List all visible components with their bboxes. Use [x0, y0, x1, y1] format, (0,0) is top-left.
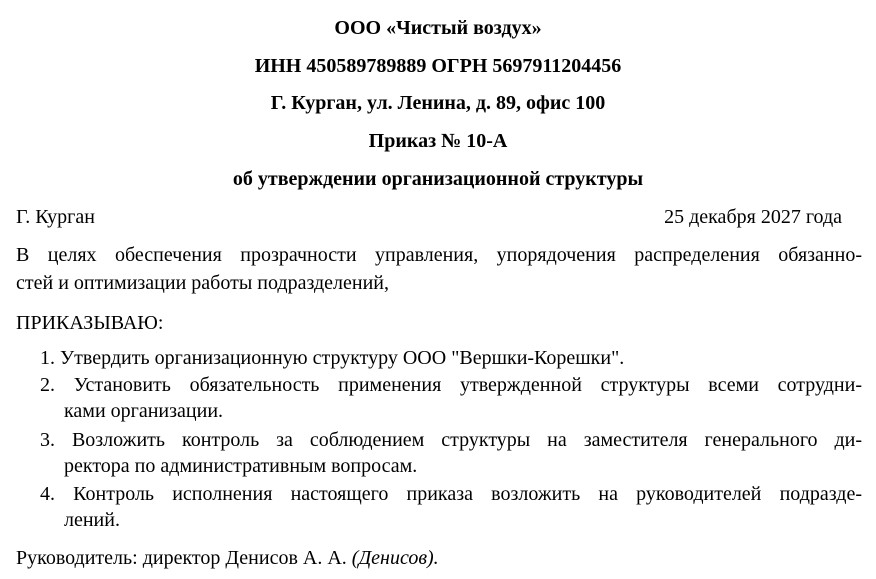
- organization-address: Г. Курган, ул. Ленина, д. 89, офис 100: [270, 92, 606, 114]
- order-subject: об утверждении организационной структуры: [232, 168, 644, 190]
- list-item-1: 1. Утвердить организационную структуру ООО "Вершки-Корешки".: [40, 347, 625, 369]
- order-title: Приказ № 10-А: [368, 130, 508, 152]
- list-item-4-continuation: лений.: [64, 509, 120, 531]
- list-item-2: 2. Установить обязательность применения утвержденной структуры всеми сотрудни-: [40, 374, 862, 396]
- registration-numbers: ИНН 450589789889 ОГРН 5697911204456: [254, 55, 622, 77]
- order-date: 25 декабря 2027 года: [664, 206, 842, 228]
- preamble-line-1: В целях обеспечения прозрачности управления, упорядочения распределения обязанно-: [16, 244, 862, 266]
- order-city: Г. Курган: [16, 206, 95, 228]
- list-item-3-continuation: ректора по административным вопросам.: [64, 455, 418, 477]
- list-item-3: 3. Возложить контроль за соблюдением структуры на заместителя генерального ди-: [40, 429, 862, 451]
- list-item-2-continuation: ками организации.: [64, 400, 224, 422]
- organization-name: ООО «Чистый воздух»: [334, 17, 542, 39]
- signature-label: Руководитель: директор Денисов А. А.: [16, 547, 347, 569]
- order-word: ПРИКАЗЫВАЮ:: [16, 312, 164, 334]
- preamble-line-2: стей и оптимизации работы подразделений,: [16, 272, 389, 294]
- handwritten-signature: (Денисов).: [351, 547, 439, 569]
- signature-line: [16, 546, 439, 570]
- list-item-4: 4. Контроль исполнения настоящего приказа возложить на руководителей подразде-: [40, 483, 862, 505]
